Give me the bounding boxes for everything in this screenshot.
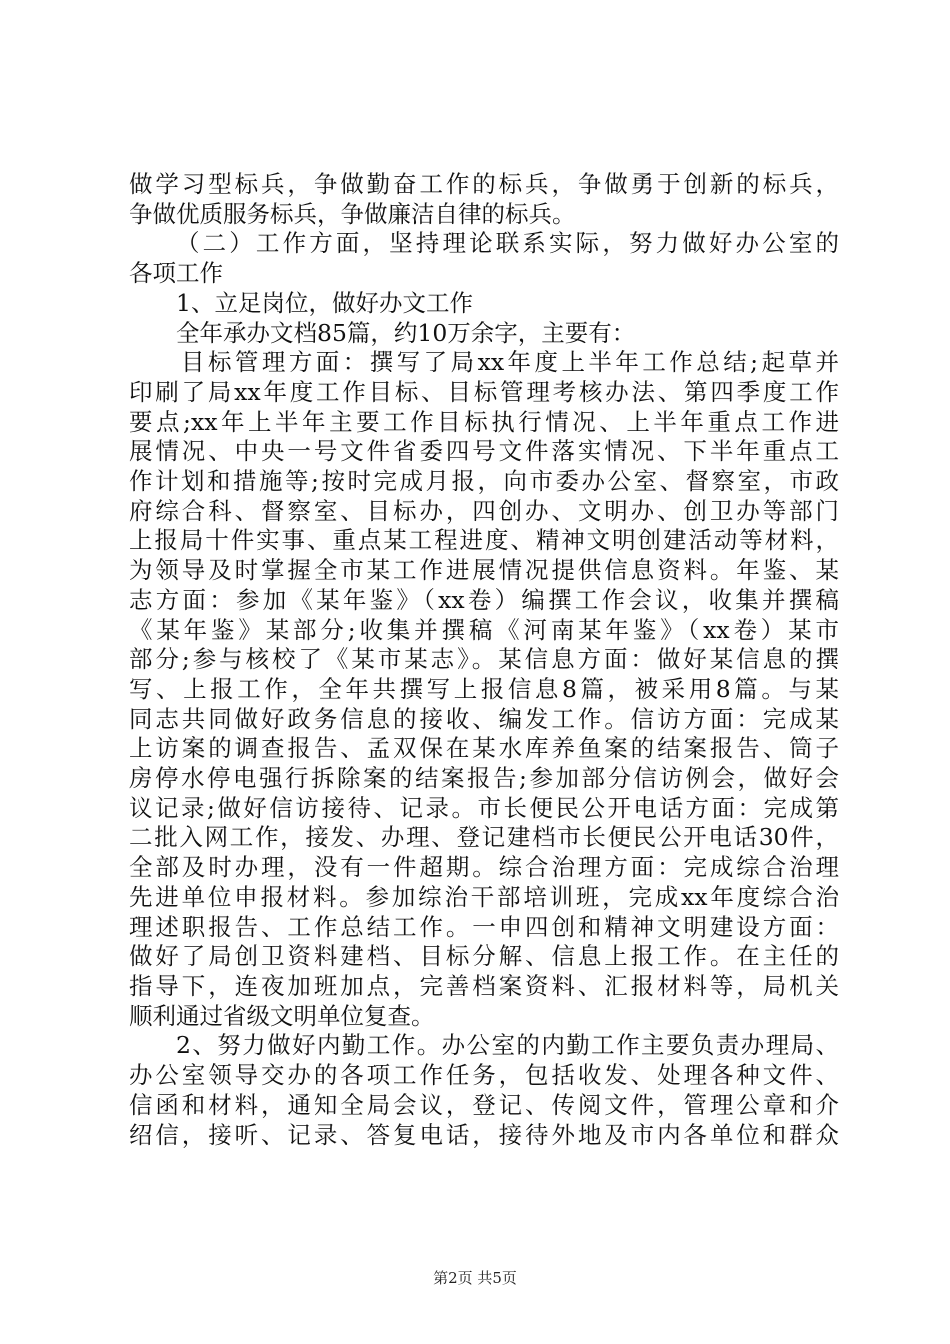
text-line: 作计划和措施等;按时完成月报，向市委办公室、督察室，市政 [129, 467, 839, 496]
text-line: 二批入网工作，接发、办理、登记建档市长便民公开电话30件， [129, 823, 839, 852]
text-line: 争做优质服务标兵，争做廉洁自律的标兵。 [129, 199, 576, 228]
paragraph-start: 目标管理方面：撰写了局xx年度上半年工作总结;起草并 [181, 348, 839, 377]
text-line: 做学习型标兵，争做勤奋工作的标兵，争做勇于创新的标兵， [129, 170, 839, 198]
text-line: 要点;xx年上半年主要工作目标执行情况、上半年重点工作进 [129, 407, 839, 436]
section-heading: （二）工作方面，坚持理论联系实际，努力做好办公室的 [176, 229, 839, 258]
text-line: 先进单位申报材料。参加综治干部培训班，完成xx年度综合治 [129, 882, 839, 911]
text-line: 展情况、中央一号文件省委四号文件落实情况、下半年重点工 [129, 437, 839, 466]
text-line: 部分;参与核校了《某市某志》。某信息方面：做好某信息的撰 [129, 645, 839, 674]
text-line: 议记录;做好信访接待、记录。市长便民公开电话方面：完成第 [129, 793, 839, 822]
text-line: 写、上报工作，全年共撰写上报信息8篇，被采用8篇。与某 [129, 674, 839, 703]
text-line: 《某年鉴》某部分;收集并撰稿《河南某年鉴》（xx卷）某市 [129, 615, 839, 644]
text-line: 做好了局创卫资料建档、目标分解、信息上报工作。在主任的 [129, 942, 839, 971]
paragraph-start: 2、努力做好内勤工作。办公室的内勤工作主要负责办理局、 [176, 1031, 839, 1060]
text-line: 理述职报告、工作总结工作。一申四创和精神文明建设方面： [129, 912, 839, 941]
text-line: 府综合科、督察室、目标办，四创办、文明办、创卫办等部门 [129, 496, 839, 525]
section-heading-continued: 各项工作 [129, 259, 223, 288]
text-line: 上报局十件实事、重点某工程进度、精神文明创建活动等材料， [129, 526, 839, 555]
text-line: 印刷了局xx年度工作目标、目标管理考核办法、第四季度工作 [129, 377, 839, 406]
text-line: 办公室领导交办的各项工作任务，包括收发、处理各种文件、 [129, 1061, 839, 1090]
text-line: 房停水停电强行拆除案的结案报告;参加部分信访例会，做好会 [129, 764, 839, 793]
text-line: 同志共同做好政务信息的接收、编发工作。信访方面：完成某 [129, 704, 839, 733]
text-line: 信函和材料，通知全局会议，登记、传阅文件，管理公章和介 [129, 1090, 839, 1119]
page-number-footer: 第2页 共5页 [433, 1269, 517, 1287]
text-line: 指导下，连夜加班加点，完善档案资料、汇报材料等，局机关 [129, 971, 839, 1000]
text-line: 志方面：参加《某年鉴》（xx卷）编撰工作会议，收集并撰稿 [129, 585, 839, 614]
text-line: 为领导及时掌握全市某工作进展情况提供信息资料。年鉴、某 [129, 556, 839, 585]
text-line: 上访案的调查报告、孟双保在某水库养鱼案的结案报告、筒子 [129, 734, 839, 763]
document-body [129, 170, 839, 1150]
text-line: 顺利通过省级文明单位复查。 [129, 1001, 435, 1030]
text-line: 绍信，接听、记录、答复电话，接待外地及市内各单位和群众 [129, 1120, 839, 1149]
subsection-heading: 1、立足岗位，做好办文工作 [176, 288, 473, 317]
text-line: 全部及时办理，没有一件超期。综合治理方面：完成综合治理 [129, 853, 839, 882]
text-line: 全年承办文档85篇，约10万余字，主要有： [176, 318, 636, 347]
